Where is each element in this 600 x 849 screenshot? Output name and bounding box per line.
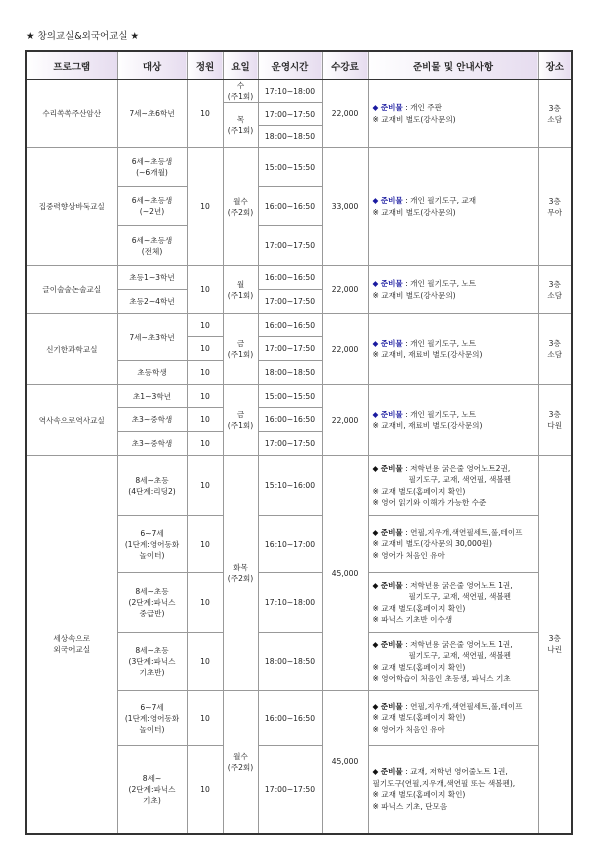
notes: ◆ 준비물 : 개인 필기도구, 노트 ※ 교재비, 재료비 별도(강사문의) xyxy=(368,385,538,456)
diamond-icon: ◆ xyxy=(372,701,379,711)
day: 월수 (주2회) xyxy=(223,691,258,834)
target: 8세~초등 (2단계:파닉스 중급반) xyxy=(117,573,187,633)
target: 초3~중학생 xyxy=(117,408,187,432)
target: 6~7세 (1단계:영어동화 놀이터) xyxy=(117,691,187,746)
fee: 33,000 xyxy=(322,148,368,266)
time: 16:00~16:50 xyxy=(258,266,322,290)
place: 3층 무아 xyxy=(538,148,572,266)
col-time: 운영시간 xyxy=(258,51,322,80)
notes: ◆ 준비물 : 연필,지우개,색연필세트,풀,테이프 ※ 교재비 별도(강사문의 30,000원) ※ 영어가 처음인 유아 xyxy=(368,516,538,573)
capacity: 10 xyxy=(187,516,223,573)
place: 3층 소담 xyxy=(538,314,572,385)
col-capacity: 정원 xyxy=(187,51,223,80)
time: 17:00~17:50 xyxy=(258,432,322,456)
capacity: 10 xyxy=(187,456,223,516)
target: 초등학생 xyxy=(117,361,187,385)
time: 16:00~16:50 xyxy=(258,187,322,226)
time: 17:00~17:50 xyxy=(258,103,322,126)
notes: ◆ 준비물 : 저학년용 굵은줄 영어노트 1권, 필기도구, 교재, 색연필, 색볼펜 ※ 교재 별도(홈페이지 확인) ※ 영어학습이 처음인 초등생, 파닉스 기초 xyxy=(368,633,538,691)
col-fee: 수강료 xyxy=(322,51,368,80)
fee: 22,000 xyxy=(322,314,368,385)
target: 6세~초등생 (~6개월) xyxy=(117,148,187,187)
capacity: 10 xyxy=(187,691,223,746)
capacity: 10 xyxy=(187,385,223,408)
day: 금 (주1회) xyxy=(223,314,258,385)
diamond-icon: ◆ xyxy=(372,338,379,348)
time: 17:10~18:00 xyxy=(258,573,322,633)
day: 월 (주1회) xyxy=(223,266,258,314)
table-row xyxy=(26,456,572,516)
col-target: 대상 xyxy=(117,51,187,80)
col-place: 장소 xyxy=(538,51,572,80)
time: 15:00~15:50 xyxy=(258,148,322,187)
day: 월수 (주2회) xyxy=(223,148,258,266)
diamond-icon: ◆ xyxy=(372,409,379,419)
target: 초등1~3학년 xyxy=(117,266,187,290)
place: 3층 소담 xyxy=(538,80,572,148)
capacity: 10 xyxy=(187,573,223,633)
time: 17:10~18:00 xyxy=(258,80,322,103)
day: 수 (주1회) xyxy=(223,80,258,103)
diamond-icon: ◆ xyxy=(372,580,379,590)
program-table xyxy=(25,50,573,835)
table-row xyxy=(26,80,572,103)
time: 16:00~16:50 xyxy=(258,408,322,432)
target: 6세~초등생 (~2년) xyxy=(117,187,187,226)
capacity: 10 xyxy=(187,361,223,385)
target: 초1~3학년 xyxy=(117,385,187,408)
capacity: 10 xyxy=(187,633,223,691)
diamond-icon: ◆ xyxy=(372,463,379,473)
program: 신기한과학교실 xyxy=(26,314,117,385)
target: 8세~초등 (3단계:파닉스 기초반) xyxy=(117,633,187,691)
col-notes: 준비물 및 안내사항 xyxy=(368,51,538,80)
program: 역사속으로역사교실 xyxy=(26,385,117,456)
target: 7세~초3학년 xyxy=(117,314,187,361)
time: 17:00~17:50 xyxy=(258,226,322,266)
table-row xyxy=(26,385,572,408)
header-row xyxy=(26,51,572,80)
col-program: 프로그램 xyxy=(26,51,117,80)
time: 15:10~16:00 xyxy=(258,456,322,516)
diamond-icon: ◆ xyxy=(372,639,379,649)
diamond-icon: ◆ xyxy=(372,196,379,206)
notes: ◆ 준비물 : 저학년용 굵은줄 영어노트 1권, 필기도구, 교재, 색연필, 색볼펜 ※ 교재 별도(홈페이지 확인) ※ 파닉스 기초반 이수생 xyxy=(368,573,538,633)
time: 18:00~18:50 xyxy=(258,361,322,385)
day: 금 (주1회) xyxy=(223,385,258,456)
target: 8세~초등 (4단계:리딩2) xyxy=(117,456,187,516)
program: 글이술술논술교실 xyxy=(26,266,117,314)
target: 초3~중학생 xyxy=(117,432,187,456)
fee: 22,000 xyxy=(322,266,368,314)
program: 수리쏙쏙주산암산 xyxy=(26,80,117,148)
target: 6세~초등생 (전체) xyxy=(117,226,187,266)
fee: 22,000 xyxy=(322,385,368,456)
time: 18:00~18:50 xyxy=(258,633,322,691)
target: 초등2~4학년 xyxy=(117,290,187,314)
target: 6~7세 (1단계:영어동화 놀이터) xyxy=(117,516,187,573)
time: 17:00~17:50 xyxy=(258,337,322,361)
capacity: 10 xyxy=(187,314,223,337)
capacity: 10 xyxy=(187,337,223,361)
time: 16:00~16:50 xyxy=(258,314,322,337)
day: 화목 (주2회) xyxy=(223,456,258,691)
diamond-icon: ◆ xyxy=(372,103,379,113)
place: 3층 나린 xyxy=(538,456,572,834)
place: 3층 소담 xyxy=(538,266,572,314)
fee: 22,000 xyxy=(322,80,368,148)
diamond-icon: ◆ xyxy=(372,527,379,537)
program: 집중력향상바둑교실 xyxy=(26,148,117,266)
table-row xyxy=(26,314,572,337)
fee: 45,000 xyxy=(322,691,368,834)
time: 16:00~16:50 xyxy=(258,691,322,746)
table-row xyxy=(26,266,572,290)
time: 16:10~17:00 xyxy=(258,516,322,573)
time: 17:00~17:50 xyxy=(258,746,322,834)
notes: ◆ 준비물 : 개인 필기도구, 노트 ※ 교재비 별도(강사문의) xyxy=(368,266,538,314)
time: 17:00~17:50 xyxy=(258,290,322,314)
capacity: 10 xyxy=(187,408,223,432)
time: 18:00~18:50 xyxy=(258,126,322,148)
capacity: 10 xyxy=(187,148,223,266)
capacity: 10 xyxy=(187,746,223,834)
day: 목 (주1회) xyxy=(223,103,258,148)
notes: ◆ 준비물 : 교재, 저학년 영어줄노트 1권, 필기도구(연필,지우개,색연필 또는 색볼펜), ※ 교재 별도(홈페이지 확인) ※ 파닉스 기초, 단모음 xyxy=(368,746,538,834)
notes: ◆ 준비물 : 개인 주판 ※ 교재비 별도(강사문의) xyxy=(368,80,538,148)
notes: ◆ 준비물 : 연필,지우개,색연필세트,풀,테이프 ※ 교재 별도(홈페이지 확인) ※ 영어가 처음인 유아 xyxy=(368,691,538,746)
target: 8세~ (2단계:파닉스 기초) xyxy=(117,746,187,834)
notes: ◆ 준비물 : 저학년용 굵은줄 영어노트2권, 필기도구, 교재, 색연필, 색볼펜 ※ 교재 별도(홈페이지 확인) ※ 영어 읽기와 이해가 가능한 수준 xyxy=(368,456,538,516)
diamond-icon: ◆ xyxy=(372,279,379,289)
fee: 45,000 xyxy=(322,456,368,691)
col-day: 요일 xyxy=(223,51,258,80)
page-title: ★ 창의교실&외국어교실 ★ xyxy=(26,31,140,42)
program: 세상속으로 외국어교실 xyxy=(26,456,117,834)
capacity: 10 xyxy=(187,432,223,456)
notes: ◆ 준비물 : 개인 필기도구, 노트 ※ 교재비, 재료비 별도(강사문의) xyxy=(368,314,538,385)
place: 3층 다원 xyxy=(538,385,572,456)
diamond-icon: ◆ xyxy=(372,767,379,777)
capacity: 10 xyxy=(187,266,223,314)
table-row xyxy=(26,148,572,187)
time: 15:00~15:50 xyxy=(258,385,322,408)
target: 7세~초6학년 xyxy=(117,80,187,148)
notes: ◆ 준비물 : 개인 필기도구, 교재 ※ 교재비 별도(강사문의) xyxy=(368,148,538,266)
capacity: 10 xyxy=(187,80,223,148)
